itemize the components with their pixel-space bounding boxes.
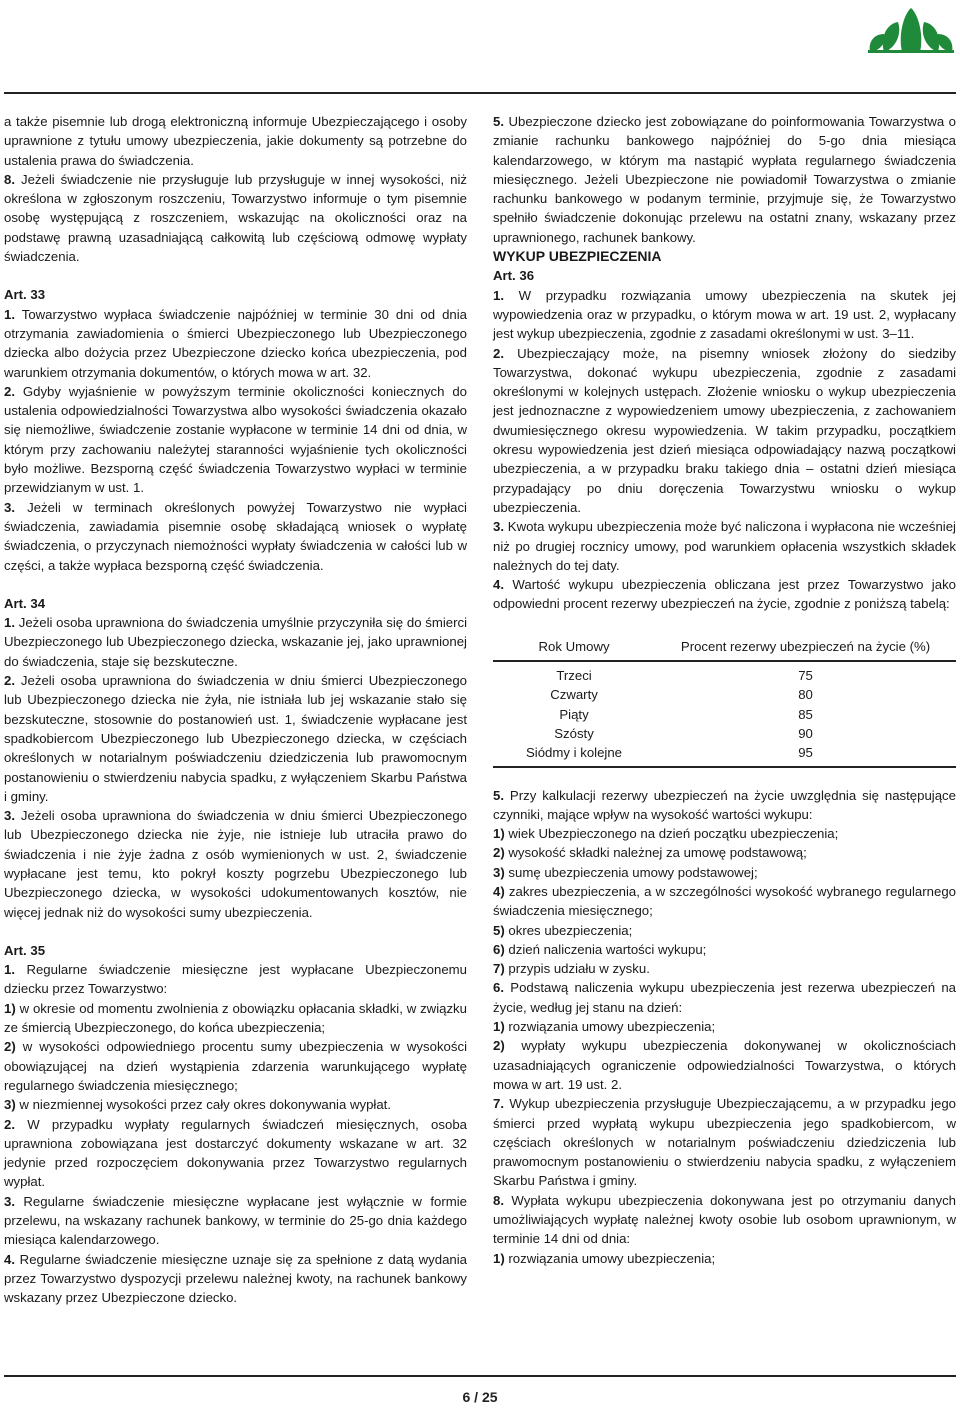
art35-sub-1: 1) w okresie od momentu zwolnienia z obowiązku opłacania składki, w związku ze śmiercią Ubezpieczonego, do końca ubezpieczenia; [4, 1000, 467, 1036]
art36-sub-4: 4) zakres ubezpieczenia, a w szczególności wysokość wybranego regularnego świadczenia miesięcznego; [493, 883, 956, 919]
paragraph-8: 8. Jeżeli świadczenie nie przysługuje lub przysługuje w innej wysokości, niż określona w zgłoszonym roszczeniu, Towarzystwo informuje o tym pisemnie osobę występującą z roszczeniem, wskazując na okoliczności oraz na podstawę prawną uzasadniającą całkowitą lub częściową odmowę wypłaty świadczenia. [4, 171, 467, 265]
art35-title: Art. 35 [4, 942, 46, 958]
table-cell-percent: 75 [798, 668, 813, 684]
art36-item-6-sub-2: 2) wypłaty wykupu ubezpieczenia dokonywanej w okolicznościach uzasadniających ograniczenie odpowiedzialności Towarzystwa, o których mowa w art. 19 ust. 2. [493, 1038, 957, 1092]
art36-sub-6: 6) dzień naliczenia wartości wykupu; [493, 941, 707, 957]
table-cell-percent: 80 [798, 687, 813, 703]
table-row [493, 743, 956, 766]
art35-item-4: 4. Regularne świadczenie miesięczne uznaje się za spełnione z datą wydania przez Towarzystwo dyspozycji przelewu należnej kwoty, na rachunek bankowy wskazany przez Ubezpieczone dziecko. [4, 1251, 468, 1306]
art36-title: Art. 36 [493, 268, 535, 284]
art36-item-3: 3. Kwota wykupu ubezpieczenia może być naliczona i wypłacona nie wcześniej niż po drugiej rocznicy umowy, pod warunkiem opłacenia wszystkich składek należnych do tej daty. [493, 519, 956, 573]
page-number: 6 / 25 [462, 1389, 498, 1405]
table-cell-year: Szósty [554, 725, 594, 741]
art34-title: Art. 34 [4, 595, 46, 611]
art33-item-3: 3. Jeżeli w terminach określonych powyżej Towarzystwo nie wypłaci świadczenia, zawiadamia pisemnie osobę składającą wniosek o wypłatę świadczenia, o przyczynach niemożności wypłaty świadczenia w całości lub w części, a także wypłaca bezsporną część świadczenia. [4, 499, 467, 573]
art36-item-8: 8. Wypłata wykupu ubezpieczenia dokonywana jest po otrzymaniu danych umożliwiających wypłatę należnej kwoty osobie lub osobom uprawnionym, w terminie 14 dni od dnia: [493, 1192, 956, 1247]
art36-sub-7: 7) przypis udziału w zysku. [493, 961, 650, 977]
table-header-year: Rok Umowy [493, 631, 655, 661]
art36-item-2: 2. Ubezpieczający może, na pisemny wniosek złożony do siedziby Towarzystwa, dokonać wykupu ubezpieczenia, zgodnie z zasadami określonymi w kolejnych ustępach. Złożenie wniosku o wykup ubezpieczenia jest jednoznaczne z wypowiedzeniem umowy ubezpieczenia, z zachowaniem dwumiesięcznego okresu wypowiedzenia. W takim przypadku, początkiem okresu wypowiedzenia jest dzień miesiąca odpowiadający nazwą początkowi ubezpieczenia, a w przypadku braku takiego dnia – ostatni dzień miesiąca przypadający po dniu doręczenia Towarzystwu wniosku o wykup ubezpieczenia. [493, 345, 956, 515]
art33-title: Art. 33 [4, 287, 46, 303]
art33-item-1: 1. Towarzystwo wypłaca świadczenie najpóźniej w terminie 30 dni od dnia otrzymania zawiadomienia o śmierci Ubezpieczonego lub Ubezpieczonego dziecka albo dożycia przez Ubezpieczone dziecko końca ubezpieczenia, pod warunkiem otrzymania dokumentów, o których mowa w art. 32. [4, 306, 467, 380]
art34-item-3: 3. Jeżeli osoba uprawniona do świadczenia w dniu śmierci Ubezpieczonego lub Ubezpieczonego dziecka nie żyje, nie istnieje lub utraciła prawo do świadczenia i nie żyje żadna z osób wymienionych w ust. 2, świadczenie wypłacane jest temu, kto pokrył koszty pogrzebu Ubezpieczonego lub Ubezpieczonego dziecka, w wysokości udokumentowanych kosztów, nie więcej jednak niż do wysokości sumy ubezpieczenia. [4, 808, 467, 920]
table-row [493, 724, 956, 743]
section-heading: WYKUP UBEZPIECZENIA [493, 248, 662, 265]
art36-item-7: 7. Wykup ubezpieczenia przysługuje Ubezpieczającemu, a w przypadku jego śmierci przed wypłatą wykupu ubezpieczenia jego spadkobiercom, w częściach określonych w notarialnym poświadczeniu dziedziczenia lub prawomocnym postanowieniu o stwierdzeniu nabycia spadku, z wyłączeniem Skarbu Państwa i gminy. [493, 1096, 956, 1189]
art35-item-3: 3. Regularne świadczenie miesięczne wypłacane jest wyłącznie w formie przelewu, na wskazany rachunek bankowy, w terminie do 25-go dnia każdego miesiąca kalendarzowego. [4, 1193, 467, 1248]
green-leaf-fan-logo-icon [866, 4, 956, 54]
table-cell-year: Trzeci [556, 668, 592, 684]
surrender-value-table [493, 631, 956, 768]
art34-item-2: 2. Jeżeli osoba uprawniona do świadczenia w dniu śmierci Ubezpieczonego lub Ubezpieczonego dziecka nie żyła, nie istniała lub jej wskazanie stało się bezskuteczne, stosownie do postanowień ust. 1, świadczenie wypłacane jest spadkobiercom Ubezpieczonego lub Ubezpieczonego dziecka, w częściach określonych w notarialnym poświadczeniu dziedziczenia lub prawomocnym postanowieniu o stwierdzeniu nabycia spadku, z wyłączeniem Skarbu Państwa i gminy. [4, 673, 467, 804]
table-cell-year: Piąty [559, 706, 589, 722]
art36-sub-1: 1) wiek Ubezpieczonego na dzień początku ubezpieczenia; [493, 826, 839, 842]
table-row [493, 705, 956, 724]
table-header-percent: Procent rezerwy ubezpieczeń na życie (%) [655, 631, 956, 661]
table-cell-percent: 85 [798, 706, 813, 722]
art34-item-1: 1. Jeżeli osoba uprawniona do świadczenia umyślnie przyczyniła się do śmierci Ubezpieczonego lub Ubezpieczonego dziecka, wskazanie jej, jako uprawnionej do świadczenia, staje się bezskuteczne. [4, 615, 467, 669]
table-header-row [493, 631, 956, 661]
art36-item-5: 5. Przy kalkulacji rezerwy ubezpieczeń na życie uwzględnia się następujące czynniki, mające wpływ na wysokość wartości wykupu: [493, 787, 956, 822]
art36-item-6-sub-1: 1) rozwiązania umowy ubezpieczenia; [493, 1019, 716, 1035]
table-cell-percent: 95 [655, 743, 956, 766]
art36-item-1: 1. W przypadku rozwiązania umowy ubezpieczenia na skutek jej wypowiedzenia oraz w przypadku, o którym mowa w art. 19 ust. 2, wypłacany jest wykup ubezpieczenia, zgodnie z zasadami określonymi w ust. 3–11. [493, 287, 956, 342]
header-rule [4, 92, 956, 94]
table-cell-year: Siódmy i kolejne [493, 743, 655, 766]
art33-item-2: 2. Gdyby wyjaśnienie w powyższym terminie okoliczności koniecznych do ustalenia odpowiedzialności Towarzystwa albo wysokości świadczenia okazało się niemożliwe, świadczenie zostanie wypłacone w terminie 14 dni od dnia, w którym przy zachowaniu należytej staranności wyjaśnienie tych okoliczności było możliwe. Bezsporną część świadczenia Towarzystwo wypłaci w terminie przewidzianym w ust. 1. [4, 383, 467, 496]
art36-item-4: 4. Wartość wykupu ubezpieczenia obliczana jest przez Towarzystwo jako odpowiedni procent rezerwy ubezpieczeń na życie, zgodnie z poniższą tabelą: [493, 577, 956, 612]
left-column [4, 112, 467, 1308]
art36-item-8-sub-1: 1) rozwiązania umowy ubezpieczenia; [493, 1250, 716, 1266]
paragraph-continuation: a także pisemnie lub drogą elektroniczną informuje Ubezpieczającego i osoby uprawnione z tytułu umowy ubezpieczenia, jakie dokumenty są potrzebne do ustalenia prawa do świadczenia. [4, 114, 467, 168]
footer-rule [4, 1375, 956, 1377]
paragraph-5: 5. Ubezpieczone dziecko jest zobowiązane do poinformowania Towarzystwa o zmianie rachunku bankowego najpóźniej do 5-go dnia miesiąca kalendarzowego, w którym ma nastąpić wypłata regularnego świadczenia miesięcznego. Jeżeli Ubezpieczone nie powiadomił Towarzystwa o zmianie rachunku bankowego w podanym terminie, przyjmuje się, że Towarzystwo spełniło świadczenie dokonując przelewu na ostatni znany, wskazany przez uprawnionego, rachunek bankowy. [493, 114, 956, 245]
right-column [493, 112, 956, 1268]
table-row [493, 685, 956, 704]
table-row [493, 661, 956, 685]
art35-sub-2: 2) w wysokości odpowiedniego procentu sumy ubezpieczenia w wysokości obowiązującej na dzień wystąpienia zdarzenia warunkującego wypłatę regularnego świadczenia miesięcznego; [4, 1039, 467, 1093]
art36-sub-3: 3) sumę ubezpieczenia umowy podstawowej; [493, 864, 758, 880]
art35-item-2: 2. W przypadku wypłaty regularnych świadczeń miesięcznych, osoba uprawniona zobowiązana jest dostarczyć dokumenty wskazane w art. 32 jedynie przed rozpoczęciem dokonywania przez Towarzystwo regularnych wypłat. [4, 1116, 467, 1190]
table-cell-year: Czwarty [550, 687, 598, 703]
art36-sub-2: 2) wysokość składki należnej za umowę podstawową; [493, 845, 807, 861]
art35-item-1: 1. Regularne świadczenie miesięczne jest wypłacane Ubezpieczonemu dziecku przez Towarzystwo: [4, 962, 467, 997]
table-cell-percent: 90 [798, 725, 813, 741]
art36-item-6: 6. Podstawą naliczenia wykupu ubezpieczenia jest rezerwa ubezpieczeń na życie, według jej stanu na dzień: [493, 980, 956, 1015]
art36-sub-5: 5) okres ubezpieczenia; [493, 922, 633, 938]
art35-sub-3: 3) w niezmiennej wysokości przez cały okres dokonywania wypłat. [4, 1097, 392, 1113]
